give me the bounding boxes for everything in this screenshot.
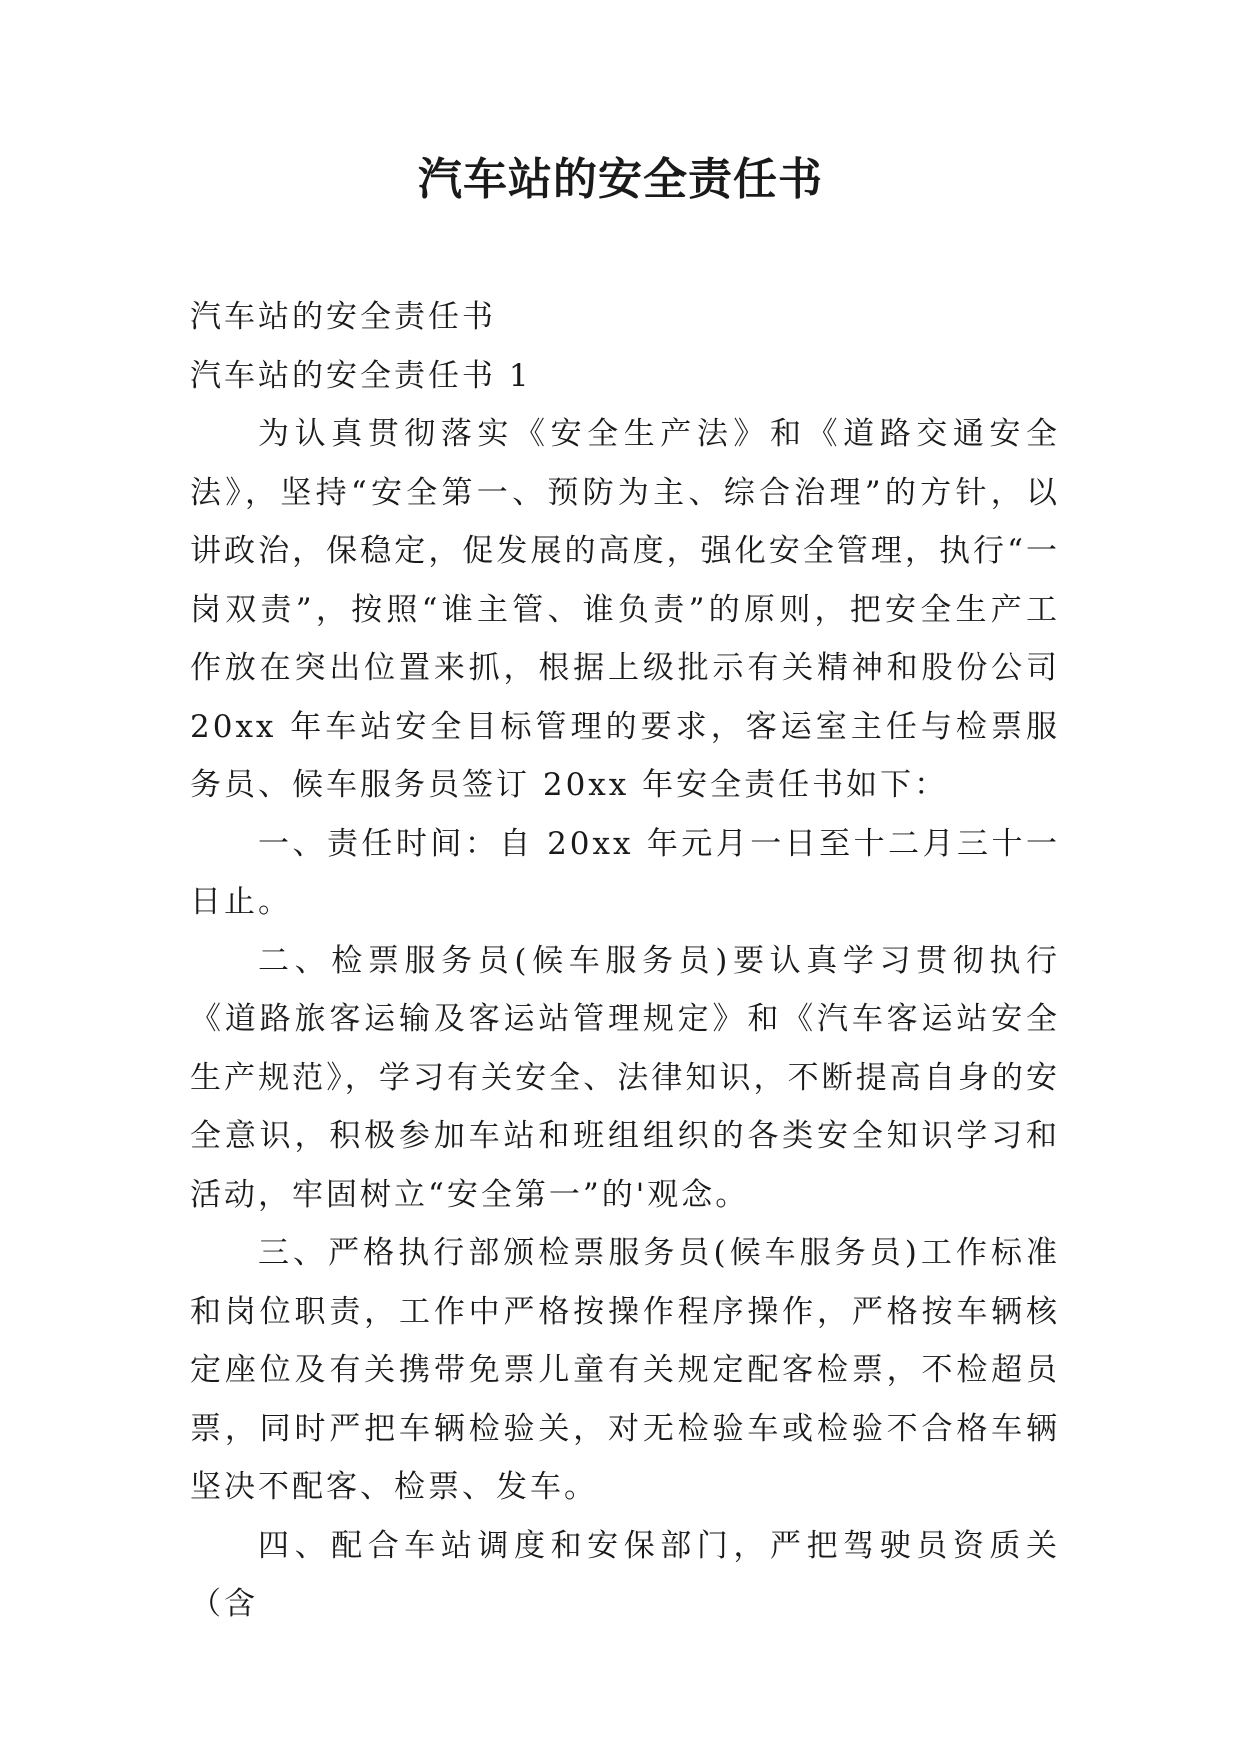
section-heading: 汽车站的安全责任书 1 — [190, 357, 532, 394]
paragraph-clause-2: 二、检票服务员(候车服务员)要认真学习贯彻执行《道路旅客运输及客运站管理规定》和《汽车客运站安全生产规范》，学习有关安全、法律知识，不断提高自身的安全意识，积极参加车站和班组组织的各类安全知识学习和活动，牢固树立“安全第一”的'观念。 — [190, 942, 1060, 1213]
document-body — [190, 288, 1060, 1634]
paragraph-clause-4: 四、配合车站调度和安保部门，严把驾驶员资质关（含 — [190, 1527, 1060, 1622]
paragraph-intro: 为认真贯彻落实《安全生产法》和《道路交通安全法》，坚持“安全第一、预防为主、综合治理”的方针，以讲政治，保稳定，促发展的高度，强化安全管理，执行“一岗双责”，按照“谁主管、谁负责”的原则，把安全生产工作放在突出位置来抓，根据上级批示有关精神和股份公司 20xx 年车站安全目标管理的要求，客运室主任与检票服务员、候车服务员签订 20xx 年安全责任书如下： — [190, 416, 1060, 803]
document-subtitle: 汽车站的安全责任书 — [190, 299, 496, 335]
document-title: 汽车站的安全责任书 — [418, 154, 823, 205]
paragraph-clause-3: 三、严格执行部颁检票服务员(候车服务员)工作标准和岗位职责，工作中严格按操作程序操作，严格按车辆核定座位及有关携带免票儿童有关规定配客检票，不检超员票，同时严把车辆检验关，对无检验车或检验不合格车辆坚决不配客、检票、发车。 — [190, 1235, 1060, 1505]
paragraph-clause-1: 一、责任时间：自 20xx 年元月一日至十二月三十一日止。 — [190, 825, 1060, 920]
